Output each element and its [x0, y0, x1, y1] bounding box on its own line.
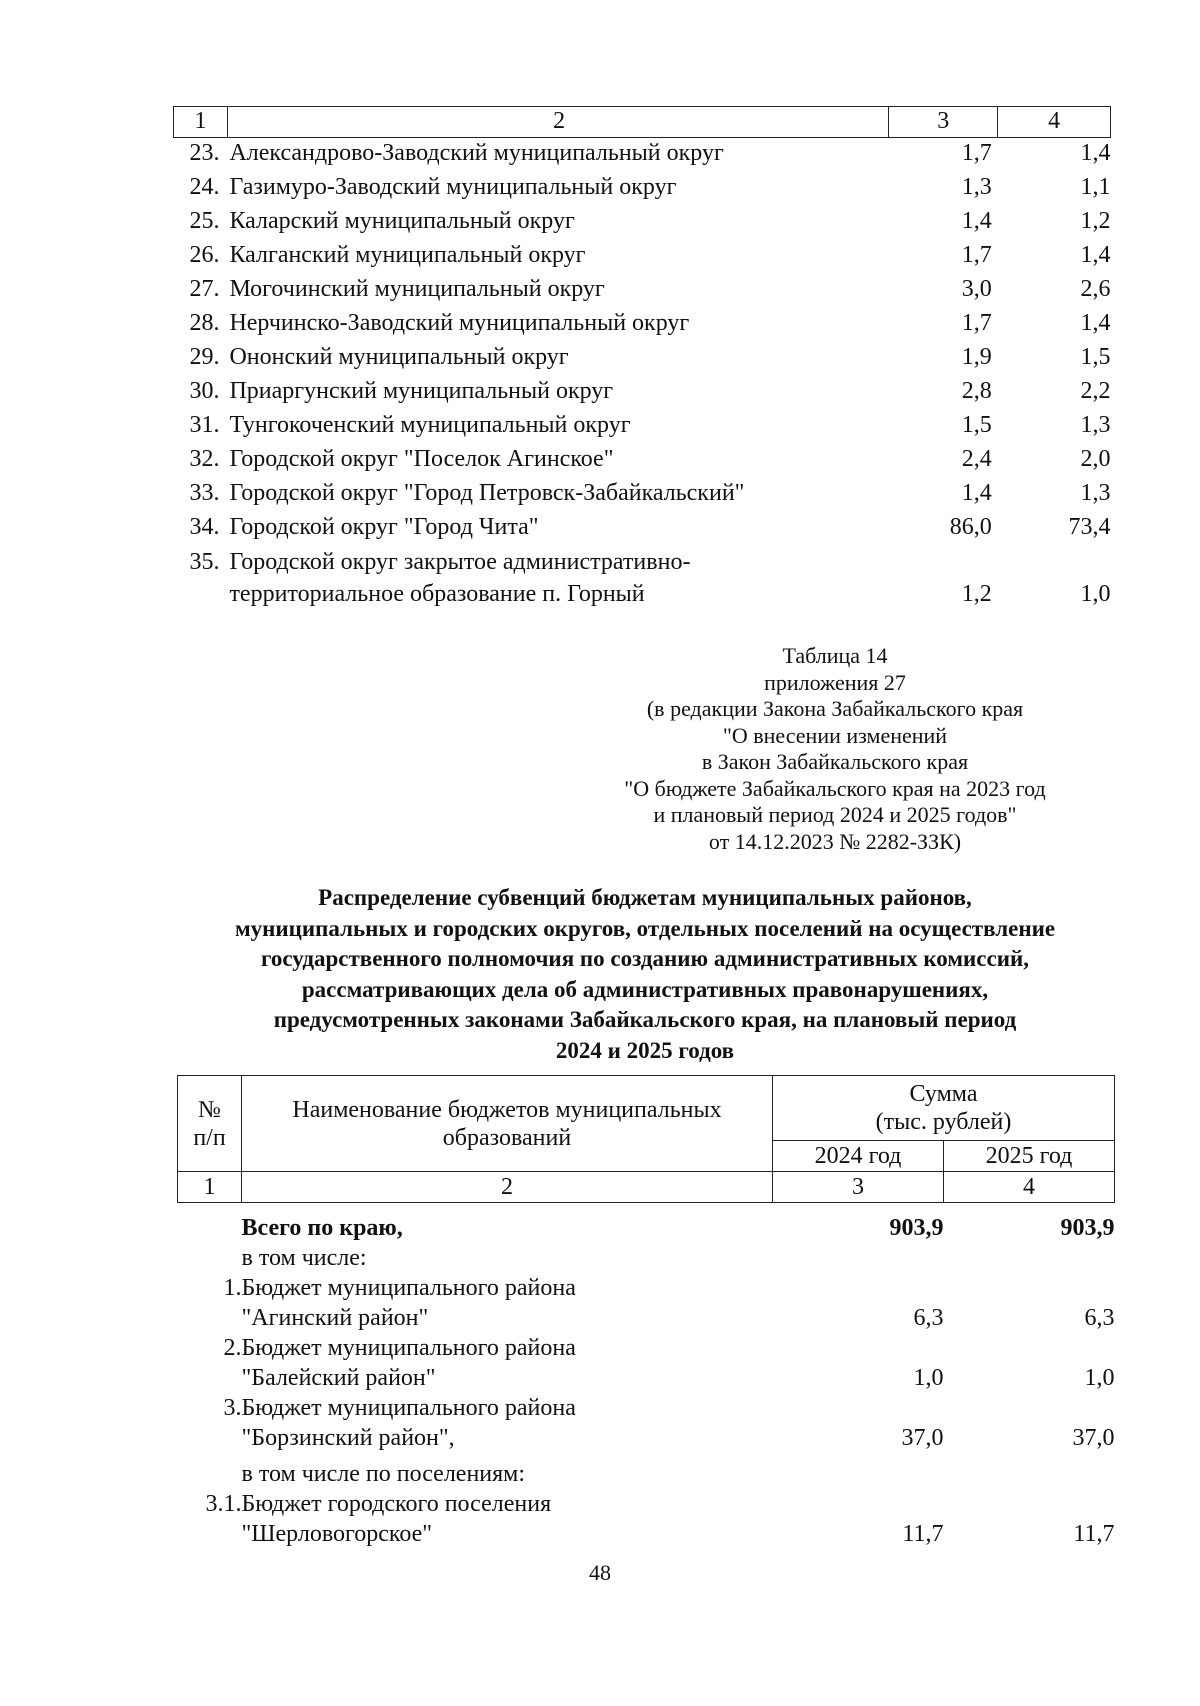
caption-line: и плановый период 2024 и 2025 годов" [653, 802, 1017, 827]
table-row [174, 546, 1111, 610]
row-value-2024: 1,0 [913, 1365, 944, 1391]
title-line: государственного полномочия по созданию административных комиссий, [261, 946, 1029, 971]
table-row [174, 206, 1111, 240]
row-num: 34. [189, 514, 220, 540]
row-value-2025: 1,0 [1084, 1365, 1115, 1391]
header-col-4: 4 [998, 107, 1111, 138]
caption-line: в Закон Забайкальского края [701, 749, 969, 774]
row-value-col3: 1,2 [961, 581, 992, 607]
header-sum-line: Сумма [909, 1081, 978, 1107]
row-name: Газимуро-Заводский муниципальный округ [229, 174, 677, 200]
table-row-total [178, 1203, 1115, 1244]
table-row [174, 376, 1111, 410]
header-sum-line: (тыс. рублей) [875, 1109, 1012, 1135]
row-name-line: Бюджет муниципального района [241, 1275, 576, 1301]
row-num: 24. [189, 174, 220, 200]
row-name: в том числе по поселениям: [241, 1461, 526, 1487]
row-name-line: "Агинский район" [241, 1305, 429, 1331]
row-value-col4: 1,3 [1080, 480, 1111, 506]
table-row [178, 1333, 1115, 1393]
row-num: 1. [223, 1275, 242, 1301]
header-col-1: 1 [174, 107, 228, 138]
title-line: рассматривающих дела об административных правонарушениях, [301, 976, 989, 1002]
row-value-col3: 2,4 [961, 446, 992, 472]
header-name-line: образований [442, 1124, 572, 1151]
row-num: 25. [189, 208, 220, 234]
row-value-col4: 1,1 [1080, 174, 1111, 200]
row-value-2025: 37,0 [1072, 1425, 1115, 1451]
row-value-2024: 903,9 [889, 1215, 944, 1241]
row-value-col3: 1,3 [961, 174, 992, 200]
row-num: 33. [189, 480, 220, 506]
row-name: Каларский муниципальный округ [229, 208, 575, 234]
header-sum [773, 1076, 1115, 1141]
row-value-2025: 903,9 [1060, 1215, 1115, 1241]
row-value-col4: 1,3 [1080, 412, 1111, 438]
row-value-col3: 1,7 [961, 242, 992, 268]
row-num [178, 1243, 242, 1273]
row-num: 31. [189, 412, 220, 438]
header-num-line: № [198, 1096, 221, 1123]
row-name-line: "Шерловогорское" [241, 1521, 433, 1547]
table-row [174, 342, 1111, 376]
row-name: Всего по краю, [241, 1215, 403, 1241]
row-value-2024: 37,0 [901, 1425, 944, 1451]
row-name-line: Городской округ закрытое административно- [229, 549, 691, 575]
table-header-row [178, 1076, 1115, 1141]
row-num [178, 1453, 242, 1489]
caption-line: от 14.12.2023 № 2282-ЗЗК) [708, 828, 962, 854]
row-value-2024 [773, 1453, 944, 1489]
row-num [178, 1203, 242, 1244]
row-value-2024 [773, 1243, 944, 1273]
header-col-2: 2 [227, 107, 888, 138]
row-name [242, 1489, 773, 1549]
row-value-col3: 1,7 [961, 310, 992, 336]
row-name [242, 1333, 773, 1393]
row-value-col4: 2,6 [1080, 276, 1111, 302]
header-2025: 2025 год [944, 1141, 1115, 1172]
header-num [178, 1076, 242, 1172]
title-line: Распределение субвенций бюджетам муниципальных районов, [318, 885, 972, 910]
index-col-1: 1 [178, 1172, 242, 1203]
row-name: Тунгокоченский муниципальный округ [229, 412, 631, 438]
row-value-col4: 1,5 [1080, 344, 1111, 370]
table-row-including [178, 1243, 1115, 1273]
index-col-4: 4 [944, 1172, 1115, 1203]
index-col-3: 3 [773, 1172, 944, 1203]
row-num: 28. [189, 310, 220, 336]
table-row [174, 478, 1111, 512]
caption-line: "О внесении изменений [722, 722, 948, 748]
row-value-col4: 1,0 [1080, 581, 1111, 607]
header-num-line: п/п [193, 1124, 226, 1151]
header-col-3: 3 [889, 107, 998, 138]
row-num: 2. [223, 1335, 242, 1361]
table-row-including-settlements [178, 1453, 1115, 1489]
row-value-col3: 1,4 [961, 480, 992, 506]
table-row [174, 512, 1111, 546]
table-row [174, 410, 1111, 444]
document-title [170, 883, 1120, 1066]
row-name [242, 1393, 773, 1453]
table-row [174, 138, 1111, 173]
row-name: в том числе: [241, 1245, 367, 1271]
row-num: 26. [189, 242, 220, 268]
table-row [178, 1489, 1115, 1549]
header-name [242, 1076, 773, 1172]
row-name: Городской округ "Город Петровск-Забайкальский" [229, 480, 745, 506]
caption-line: Таблица 14 [782, 643, 888, 668]
row-value-2025: 11,7 [1073, 1521, 1115, 1547]
row-value-col4: 2,2 [1080, 378, 1111, 404]
caption-line: "О бюджете Забайкальского края на 2023 год [624, 775, 1046, 801]
row-value-2025 [944, 1243, 1115, 1273]
caption-line: приложения 27 [764, 669, 906, 695]
row-name: Могочинский муниципальный округ [229, 276, 605, 302]
table-row [178, 1393, 1115, 1453]
row-name-line: "Борзинский район", [241, 1425, 455, 1451]
table-index-row [178, 1172, 1115, 1203]
row-num: 32. [189, 446, 220, 472]
row-value-col3: 3,0 [961, 276, 992, 302]
row-num: 3. [223, 1395, 242, 1421]
row-name [242, 1273, 773, 1333]
row-name-line: Бюджет муниципального района [241, 1335, 576, 1361]
row-value-col4: 73,4 [1068, 514, 1111, 540]
table-caption [560, 643, 1110, 855]
row-value-col4: 2,0 [1080, 446, 1111, 472]
row-value-col3: 86,0 [949, 514, 992, 540]
row-value-col3: 1,4 [961, 208, 992, 234]
row-name: Приаргунский муниципальный округ [229, 378, 614, 404]
row-name: Калганский муниципальный округ [229, 242, 586, 268]
row-num: 27. [189, 276, 220, 302]
row-num: 30. [189, 378, 220, 404]
table-row [174, 172, 1111, 206]
row-value-col4: 1,2 [1080, 208, 1111, 234]
row-value-col3: 1,9 [961, 344, 992, 370]
table-row [178, 1273, 1115, 1333]
row-name-line: Бюджет городского поселения [241, 1491, 552, 1517]
row-name-line: Бюджет муниципального района [241, 1395, 576, 1421]
row-name: Городской округ "Поселок Агинское" [229, 446, 614, 472]
row-name: Городской округ "Город Чита" [229, 514, 539, 540]
row-value-2024: 11,7 [902, 1521, 944, 1547]
row-name: Ононский муниципальный округ [229, 344, 569, 370]
title-line: муниципальных и городских округов, отдельных поселений на осуществление [234, 915, 1056, 941]
title-line: предусмотренных законами Забайкальского края, на плановый период [273, 1007, 1017, 1032]
table-row [174, 308, 1111, 342]
row-name-line: территориальное образование п. Горный [229, 581, 645, 607]
row-value-2025 [944, 1453, 1115, 1489]
header-2024: 2024 год [773, 1141, 944, 1172]
index-col-2: 2 [242, 1172, 773, 1203]
row-value-col4: 1,4 [1080, 310, 1111, 336]
row-value-col3: 2,8 [961, 378, 992, 404]
row-value-col4: 1,4 [1080, 242, 1111, 268]
row-name: Александрово-Заводский муниципальный округ [229, 140, 724, 166]
row-name-line: "Балейский район" [241, 1365, 436, 1391]
row-num: 35. [189, 549, 220, 575]
header-name-line: Наименование бюджетов муниципальных [292, 1096, 722, 1123]
caption-line: (в редакции Закона Забайкальского края [646, 696, 1024, 721]
row-num: 29. [189, 344, 220, 370]
title-line: 2024 и 2025 годов [555, 1037, 735, 1063]
top-continuation-table [173, 106, 1111, 610]
page-number: 48 [589, 1560, 611, 1585]
row-value-col4: 1,4 [1080, 140, 1111, 166]
row-value-2024: 6,3 [913, 1305, 944, 1331]
row-value-col3: 1,7 [961, 140, 992, 166]
subvention-table [177, 1075, 1115, 1549]
row-num: 23. [189, 140, 220, 166]
table-row [174, 444, 1111, 478]
row-name: Нерчинско-Заводский муниципальный округ [229, 310, 690, 336]
table-row [174, 240, 1111, 274]
row-value-2025: 6,3 [1084, 1305, 1115, 1331]
row-value-col3: 1,5 [961, 412, 992, 438]
table-row [174, 274, 1111, 308]
row-name [227, 546, 888, 610]
row-num: 3.1. [205, 1491, 242, 1517]
table-header-row [174, 107, 1111, 138]
